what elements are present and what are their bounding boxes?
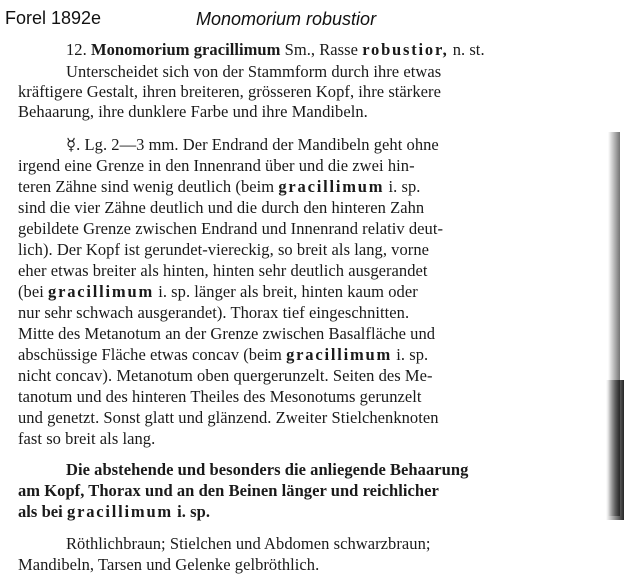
citation-label: Forel 1892e xyxy=(5,8,102,28)
species-name-gracillimum: gracillimum xyxy=(286,345,393,364)
paragraph-2-line-13: tanotum und des hinteren Theiles des Mesonotums gerunzelt xyxy=(18,387,422,406)
paragraph-2-line-7: eher etwas breiter als hinten, hinten sehr deutlich ausgerandet xyxy=(18,261,428,280)
paragraph-2-line-12: nicht concav). Metanotum oben quergerunzelt. Seiten des Me- xyxy=(18,366,433,385)
paragraph-1-line-2: kräftigere Gestalt, ihren breiteren, grösseren Kopf, ihre stärkere xyxy=(18,82,441,101)
paragraph-2-line-3 xyxy=(18,177,420,197)
paragraph-2-line-5: gebildete Grenze zwischen Endrand und Innenrand relativ deut- xyxy=(18,219,443,238)
paragraph-2-line-6: lich). Der Kopf ist gerundet-viereckig, so breit als lang, vorne xyxy=(18,240,429,259)
paragraph-2-line-15: fast so breit als lang. xyxy=(18,429,156,448)
entry-number: 12. xyxy=(66,40,87,59)
paragraph-2-line-14: und genetzt. Sonst glatt und glänzend. Zweiter Stielchenknoten xyxy=(18,408,439,427)
entry-status: n. st. xyxy=(452,40,485,59)
paragraph-1-line-3: Behaarung, ihre dunklere Farbe und ihre Mandibeln. xyxy=(18,102,368,121)
paragraph-3-line-3 xyxy=(18,502,210,522)
paragraph-2-line-11-c: i. sp. xyxy=(396,345,429,364)
taxon-title: Monomorium robustior xyxy=(196,9,377,29)
scan-edge-dark xyxy=(606,380,624,520)
entry-heading xyxy=(66,40,485,60)
paragraph-2-line-3-a: teren Zähne sind wenig deutlich (beim xyxy=(18,177,275,196)
paragraph-2-line-4: sind die vier Zähne deutlich und die durch den hinteren Zahn xyxy=(18,198,425,217)
paragraph-3-line-2: am Kopf, Thorax und an den Beinen länger und reichlicher xyxy=(18,481,439,500)
species-name-gracillimum: gracillimum xyxy=(67,502,173,521)
entry-authority: Sm., Rasse xyxy=(284,40,358,59)
paragraph-2-line-1: ☿. Lg. 2—3 mm. Der Endrand der Mandibeln geht ohne xyxy=(66,135,439,154)
paragraph-3-line-3-a: als bei xyxy=(18,502,63,521)
paragraph-2-line-2: irgend eine Grenze in den Innenrand über und die zwei hin- xyxy=(18,156,415,175)
paragraph-4-line-2: Mandibeln, Tarsen und Gelenke gelbröthlich. xyxy=(18,555,320,574)
paragraph-2-line-9: nur sehr schwach ausgerandet). Thorax tief eingeschnitten. xyxy=(18,303,410,322)
paragraph-4-line-1: Röthlichbraun; Stielchen und Abdomen schwarzbraun; xyxy=(66,534,431,553)
paragraph-2-line-11 xyxy=(18,345,428,365)
paragraph-2-line-3-c: i. sp. xyxy=(388,177,421,196)
paragraph-2-line-10: Mitte des Metanotum an der Grenze zwischen Basalfläche und xyxy=(18,324,436,343)
entry-taxon-name: Monomorium gracillimum xyxy=(90,40,281,59)
paragraph-3-line-3-c: i. sp. xyxy=(177,502,211,521)
species-name-gracillimum: gracillimum xyxy=(48,282,154,301)
entry-race-name: robustior, xyxy=(362,40,449,59)
paragraph-2-line-8-a: (bei xyxy=(18,282,44,301)
paragraph-2-line-8-c: i. sp. länger als breit, hinten kaum oder xyxy=(158,282,418,301)
species-name-gracillimum: gracillimum xyxy=(278,177,385,196)
paragraph-2-line-8 xyxy=(18,282,418,302)
paragraph-1-line-1: Unterscheidet sich von der Stammform durch ihre etwas xyxy=(66,62,442,81)
paragraph-3-line-1: Die abstehende und besonders die anliegende Behaarung xyxy=(66,460,469,479)
paragraph-2-line-11-a: abschüssige Fläche etwas concav (beim xyxy=(18,345,282,364)
